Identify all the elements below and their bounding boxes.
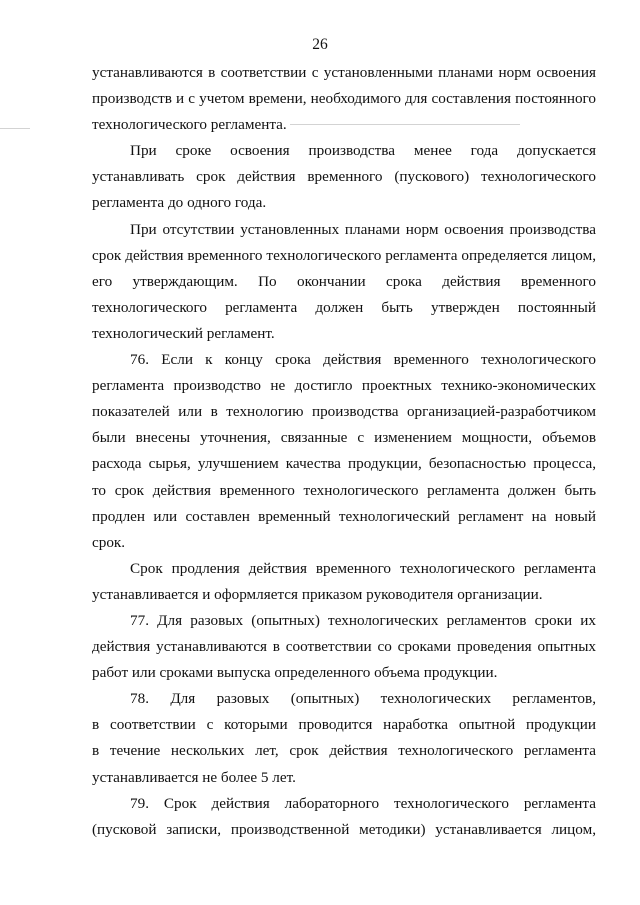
text-line: Срок продления действия временного технологического регламента xyxy=(130,559,596,577)
text-line: действия устанавливаются в соответствии со сроками проведения опытных xyxy=(92,638,596,656)
text-line: расхода сырья, улучшением качества продукции, безопасностью процесса, xyxy=(92,455,596,473)
text-line: срок. xyxy=(92,533,126,551)
text-line: продлен или составлен временный технологический регламент на новый xyxy=(92,507,596,525)
text-line: 77. Для разовых (опытных) технологических регламентов сроки их xyxy=(130,611,596,629)
text-line: были внесены уточнения, связанные с изменением мощности, объемов xyxy=(92,429,596,447)
text-line: устанавливать срок действия временного (пускового) технологического xyxy=(92,168,596,186)
text-line: производств и с учетом времени, необходимого для составления постоянного xyxy=(92,90,596,108)
text-line: технологического регламента. xyxy=(92,116,287,134)
text-line: регламента производство не достигло проектных технико-экономических xyxy=(92,377,596,395)
text-line: работ или сроками выпуска определенного объема продукции. xyxy=(92,664,498,682)
text-line: При отсутствии установленных планами норм освоения производства xyxy=(130,220,596,238)
text-line: регламента до одного года. xyxy=(92,194,267,212)
text-line: срок действия временного технологического регламента определяется лицом, xyxy=(92,246,596,264)
text-line: его утверждающим. По окончании срока действия временного xyxy=(92,272,596,290)
page-number: 26 xyxy=(312,36,328,53)
text-line: показателей или в технологию производства организацией-разработчиком xyxy=(92,403,596,421)
text-line: 79. Срок действия лабораторного технологического регламента xyxy=(130,794,596,812)
text-line: 76. Если к концу срока действия временного технологического xyxy=(130,351,596,369)
text-line: в соответствии с которыми проводится наработка опытной продукции xyxy=(92,716,596,734)
text-line: (пусковой записки, производственной методики) устанавливается лицом, xyxy=(92,820,596,838)
text-line: устанавливается и оформляется приказом руководителя организации. xyxy=(92,585,543,603)
text-line: 78. Для разовых (опытных) технологических регламентов, xyxy=(130,690,596,708)
text-line: в течение нескольких лет, срок действия технологического регламента xyxy=(92,742,596,760)
text-line: то срок действия временного технологического регламента должен быть xyxy=(92,481,596,499)
text-line: устанавливаются в соответствии с установленными планами норм освоения xyxy=(92,64,596,81)
scan-artifact xyxy=(290,124,520,125)
text-line: технологический регламент. xyxy=(92,324,275,342)
body-text xyxy=(92,60,596,843)
text-line: При сроке освоения производства менее года допускается xyxy=(130,142,596,160)
text-line: устанавливается не более 5 лет. xyxy=(92,768,296,786)
text-line: технологического регламента должен быть утвержден постоянный xyxy=(92,298,596,316)
scan-artifact xyxy=(0,128,30,129)
